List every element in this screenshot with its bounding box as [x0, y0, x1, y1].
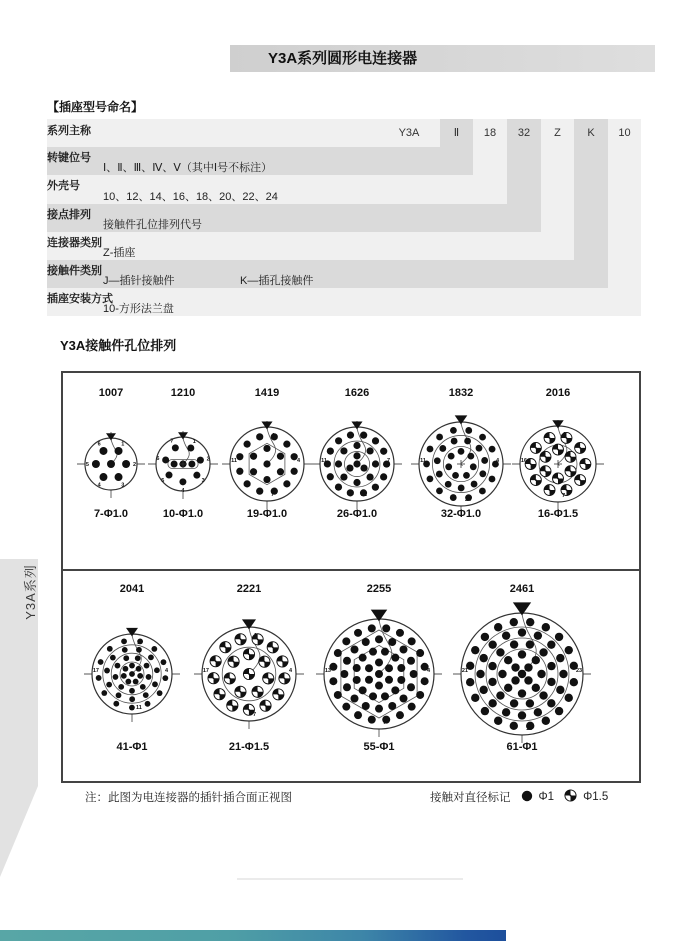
row-content-secondary: K—插孔接触件: [240, 275, 314, 287]
connector-1626: [312, 421, 402, 509]
svg-text:13: 13: [324, 668, 331, 674]
row-content: 10-方形法兰盘: [103, 303, 174, 315]
svg-text:6: 6: [156, 456, 160, 463]
svg-text:24: 24: [465, 497, 472, 503]
section-heading-contact-arrangement: Y3A接触件孔位排列: [60, 338, 177, 353]
svg-text:7: 7: [253, 712, 257, 718]
row-content: J—插针接触件: [103, 275, 175, 287]
footer-rule: [237, 878, 463, 880]
connector-2255: [316, 610, 442, 737]
legend-label: 接触对直径标记: [430, 792, 511, 804]
code-shell-size: 18: [483, 127, 497, 139]
row-label: 系列主称: [47, 125, 91, 137]
svg-text:1: 1: [384, 625, 388, 631]
connector-2461: [453, 602, 591, 743]
svg-text:4: 4: [427, 668, 431, 674]
row-label: 连接器类别: [47, 237, 102, 249]
svg-text:5: 5: [85, 462, 89, 468]
connector-code: 2221: [236, 583, 262, 595]
connector-diameter-label: 21-Φ1.5: [228, 741, 270, 753]
svg-text:4: 4: [97, 482, 101, 489]
svg-text:1: 1: [137, 640, 141, 646]
connector-diameter-label: 32-Φ1.0: [440, 508, 482, 520]
svg-text:3: 3: [201, 478, 205, 485]
code-contact-arrangement: 32: [517, 127, 531, 139]
row-content: Ⅰ、Ⅱ、Ⅲ、Ⅳ、Ⅴ（其中Ⅰ号不标注）: [103, 162, 273, 174]
svg-text:7: 7: [387, 458, 391, 464]
row-label: 外壳号: [47, 180, 80, 192]
row-label: 转键位号: [47, 152, 91, 164]
connector-1832: [411, 415, 511, 514]
series-side-tab-label: Y3A系列: [23, 564, 38, 620]
svg-text:17: 17: [92, 668, 99, 674]
svg-text:17: 17: [202, 668, 209, 674]
code-mounting: 10: [618, 127, 631, 139]
svg-text:11: 11: [136, 705, 142, 711]
connector-diameter-label: 41-Φ1: [116, 741, 148, 753]
footer-color-bar: [0, 930, 506, 941]
svg-text:7: 7: [562, 493, 566, 499]
row-label: 接点排列: [47, 209, 91, 221]
connector-diagrams-svg: [63, 373, 639, 781]
page-title: Y3A系列圆形电连接器: [230, 45, 655, 72]
connector-diameter-label: 55-Φ1: [363, 741, 395, 753]
figure-note: 注：此图为电连接器的插针插合面正视图: [85, 792, 292, 804]
code-key-position: Ⅱ: [453, 127, 460, 139]
connector-diameter-label: 19-Φ1.0: [246, 508, 288, 520]
svg-text:1: 1: [527, 619, 531, 625]
svg-text:1: 1: [254, 633, 258, 639]
svg-text:1: 1: [563, 432, 567, 438]
svg-text:23: 23: [576, 668, 583, 674]
connector-code: 2255: [366, 583, 392, 595]
svg-text:1: 1: [362, 433, 366, 439]
row-label: 插座安装方式: [47, 293, 113, 305]
svg-text:11: 11: [231, 458, 237, 464]
row-content: 10、12、14、16、18、20、22、24: [103, 191, 278, 203]
code-column-strip: [608, 119, 641, 316]
svg-text:6: 6: [97, 441, 101, 448]
svg-text:4: 4: [181, 487, 185, 494]
connector-code: 1007: [98, 387, 124, 399]
svg-text:21: 21: [361, 492, 368, 498]
code-connector-type: Z: [554, 127, 561, 139]
connector-2221: [194, 619, 304, 729]
svg-text:4: 4: [165, 668, 169, 674]
svg-text:1: 1: [272, 433, 276, 439]
code-series: Y3A: [398, 127, 420, 139]
row-content: 接触件孔位排列代号: [103, 219, 202, 231]
svg-text:1: 1: [192, 438, 196, 445]
svg-text:5: 5: [161, 477, 165, 484]
phi15-pie-icon: [564, 789, 577, 805]
connector-diameter-label: 10-Φ1.0: [162, 508, 204, 520]
connector-1419: [222, 421, 312, 509]
diameter-legend: [430, 789, 608, 805]
row-content: Z-插座: [103, 247, 136, 259]
connector-diameter-label: 7-Φ1.0: [93, 508, 129, 520]
connector-code: 2016: [545, 387, 571, 399]
svg-text:2: 2: [206, 456, 210, 463]
svg-text:4: 4: [297, 458, 301, 464]
svg-text:1: 1: [466, 428, 470, 434]
connector-code: 2461: [509, 583, 535, 595]
contact-arrangement-figure: [61, 371, 641, 783]
connector-code: 1419: [254, 387, 280, 399]
connector-2041: [84, 628, 180, 722]
svg-text:3: 3: [121, 482, 125, 489]
connector-code: 1210: [170, 387, 196, 399]
svg-text:11: 11: [526, 726, 532, 732]
legend-phi1: Φ1: [538, 791, 555, 803]
connector-code: 1626: [344, 387, 370, 399]
connector-1007: [77, 432, 145, 498]
connector-diameter-label: 61-Φ1: [506, 741, 538, 753]
connector-2016: [512, 420, 604, 510]
model-naming-table: [47, 119, 642, 316]
connector-code: 1832: [448, 387, 474, 399]
svg-text:4: 4: [289, 668, 293, 674]
svg-text:7: 7: [271, 492, 275, 498]
svg-text:1: 1: [121, 441, 125, 448]
phi1-dot-icon: [521, 790, 533, 805]
row-label: 接触件类别: [47, 265, 102, 277]
svg-text:4: 4: [496, 458, 500, 464]
svg-text:7: 7: [170, 438, 174, 445]
connector-diameter-label: 16-Φ1.5: [537, 508, 579, 520]
connector-1210: [148, 431, 218, 499]
svg-text:7: 7: [383, 720, 387, 726]
svg-text:11: 11: [321, 458, 327, 464]
svg-text:11: 11: [420, 458, 426, 464]
connector-code: 2041: [119, 583, 145, 595]
svg-text:16: 16: [520, 458, 527, 464]
code-contact-type: K: [587, 127, 595, 139]
svg-text:21: 21: [461, 668, 468, 674]
legend-phi15: Φ1.5: [583, 791, 609, 803]
svg-text:2: 2: [133, 462, 137, 468]
connector-diameter-label: 26-Φ1.0: [336, 508, 378, 520]
section-heading-model-naming: 【插座型号命名】: [47, 100, 144, 114]
